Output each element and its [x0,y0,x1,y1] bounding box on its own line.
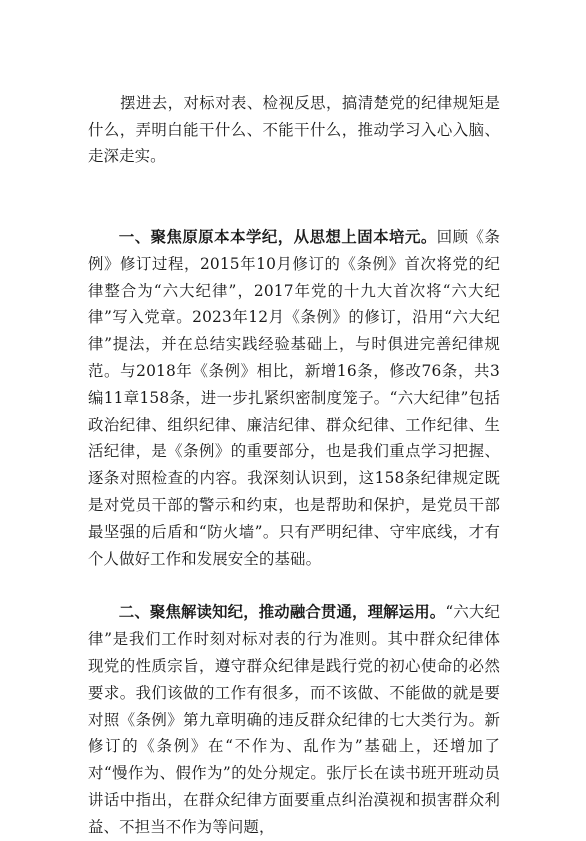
paragraph-text: 回顾《条例》修订过程，2015年10月修订的《条例》首次将党的纪律整合为“六大纪律”，2017年党的十九大首次将“六大纪律”写入党章。2023年12月《条例》的修订，沿用“六大纪律”提法，并在总结实践经验基础上，与时俱进完善纪律规范。与2018年《条例》相比，新增16条，修改76条，共3编11章158条，进一步扎紧织密制度笼子。“六大纪律”包括政治纪律、组织纪律、廉洁纪律、群众纪律、工作纪律、生活纪律，是《条例》的重要部分，也是我们重点学习把握、逐条对照检查的内容。我深刻认识到，这158条纪律规定既是对党员干部的警示和约束，也是帮助和保护，是党员干部最坚强的后盾和“防火墙”。只有严明纪律、守牢底线，才有个人做好工作和发展安全的基础。 [88,227,500,568]
paragraph-text: “六大纪律”是我们工作时刻对标对表的行为准则。其中群众纪律体现党的性质宗旨，遵守群众纪律是践行党的初心使命的必然要求。我们该做的工作有很多，而不该做、不能做的就是要对照《条例》第九章明确的违反群众纪律的七大类行为。新修订的《条例》在“不作为、乱作为”基础上，还增加了对“慢作为、假作为”的处分规定。张厅长在读书班开班动员讲话中指出，在群众纪律方面要重点纠治漠视和损害群众利益、不担当不作为等问题， [88,603,500,836]
section-heading-two: 二、聚焦解读知纪，推动融合贯通，理解运用。 [118,603,446,622]
paragraph-continuation [88,63,500,197]
document-body [88,63,500,841]
paragraph-text: 摆进去，对标对表、检视反思，搞清楚党的纪律规矩是什么，弄明白能干什么、不能干什么，推动学习入心入脑、走深走实。 [88,93,500,166]
paragraph-section-two [88,599,500,840]
paragraph-section-one [88,224,500,572]
section-heading-one: 一、聚焦原原本本学纪，从思想上固本培元。 [118,227,437,246]
